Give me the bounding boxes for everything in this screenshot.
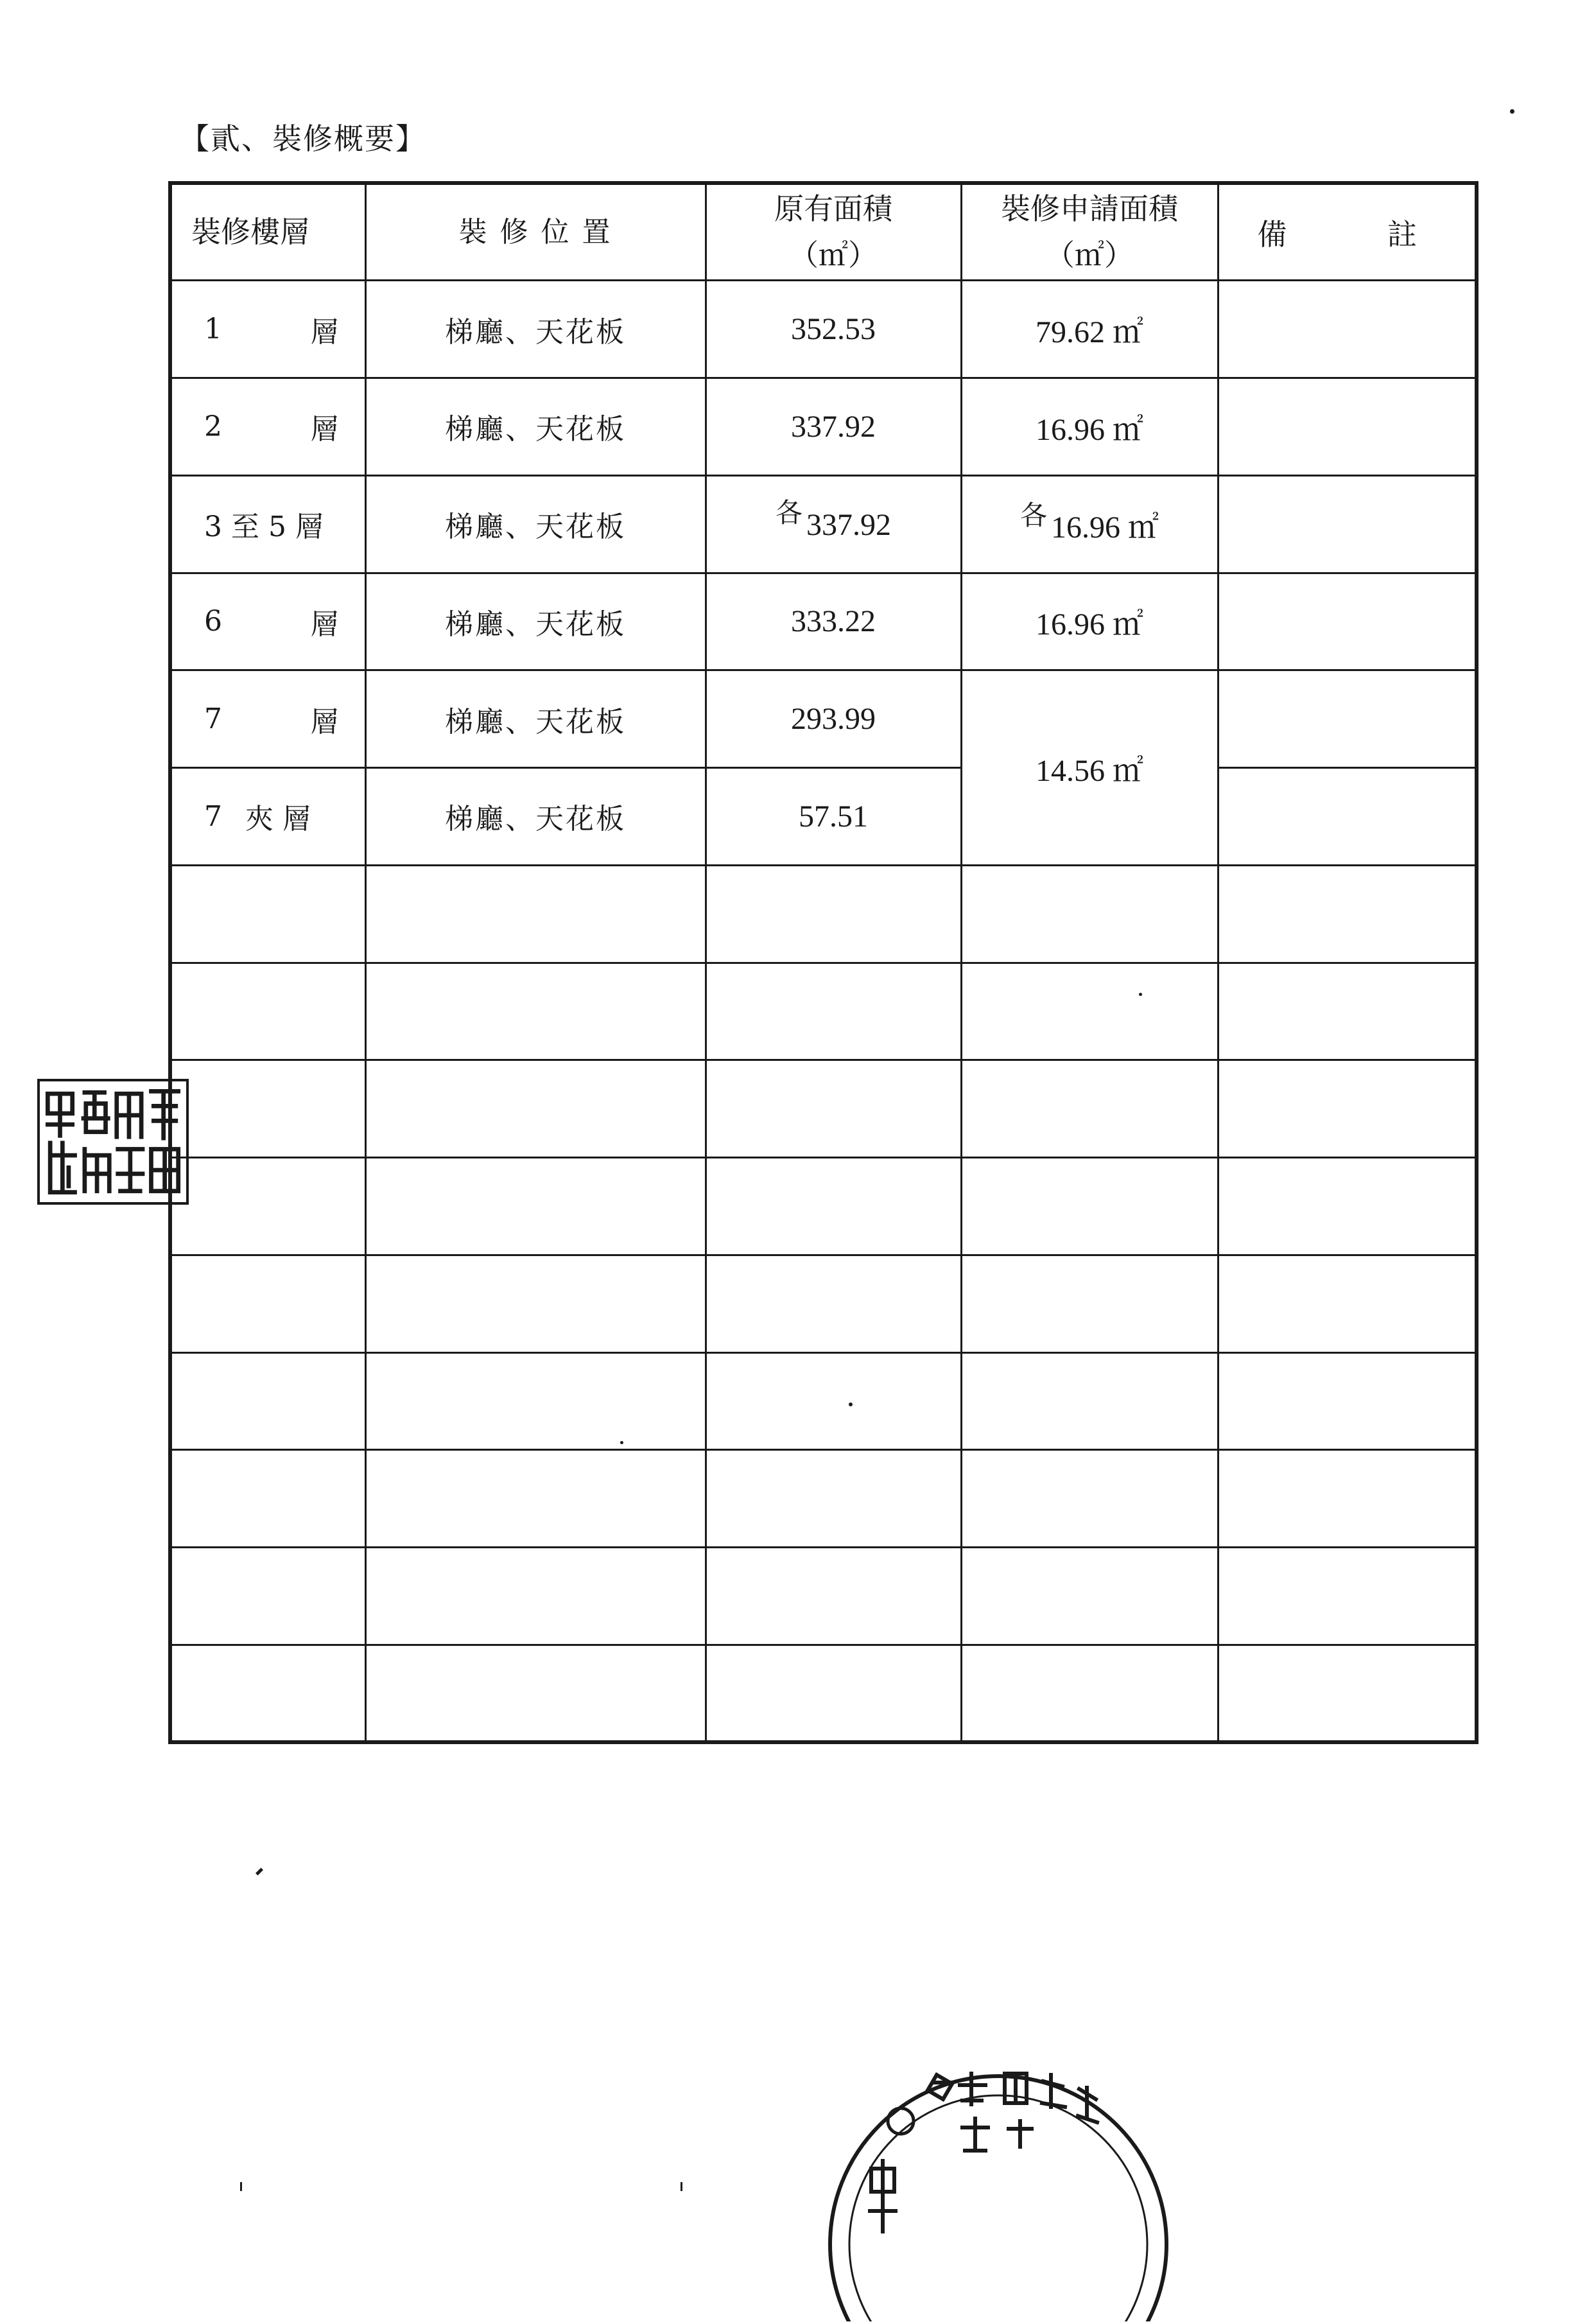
header-remarks-char-2: 註	[1387, 216, 1417, 252]
renovation-summary-table	[168, 181, 1479, 1744]
floor-suffix: 層	[310, 413, 339, 446]
header-location: 裝 修 位 置	[365, 183, 706, 281]
remarks-cell	[1218, 670, 1477, 768]
original-area-cell: 333.22	[706, 573, 961, 670]
table-row-empty	[170, 1645, 1477, 1742]
floor-suffix: 層	[310, 607, 339, 641]
floor-number: 1	[204, 313, 222, 346]
original-area-value: 337.92	[806, 508, 891, 543]
floor-cell	[170, 768, 365, 866]
floor-cell	[170, 475, 365, 573]
header-applied-area	[961, 183, 1218, 281]
each-prefix: 各	[1019, 501, 1047, 531]
round-seal-graphic	[825, 2052, 1172, 2321]
applied-area-value: 16.96 ㎡	[1051, 510, 1159, 545]
floor-number: 7	[204, 799, 222, 833]
remarks-cell	[1218, 768, 1477, 866]
table-row-empty	[170, 1158, 1477, 1255]
table-row-empty	[170, 963, 1477, 1060]
header-remarks	[1218, 183, 1477, 281]
table-row-empty	[170, 1352, 1477, 1450]
remarks-cell	[1218, 281, 1477, 378]
table-header-row	[170, 183, 1477, 281]
floor-suffix: 層	[310, 315, 339, 349]
scan-speck	[1139, 993, 1142, 996]
location-cell: 梯廳、天花板	[365, 670, 706, 768]
applied-area-cell: 79.62 ㎡	[961, 281, 1218, 378]
floor-number: 2	[204, 410, 222, 443]
floor-number: 7	[204, 703, 222, 736]
header-original-area	[706, 183, 961, 281]
original-area-cell	[706, 475, 961, 573]
location-cell: 梯廳、天花板	[365, 573, 706, 670]
table-row	[170, 378, 1477, 476]
original-area-cell: 337.92	[706, 378, 961, 476]
floor-cell	[170, 378, 365, 476]
table-row	[170, 281, 1477, 378]
scan-speck	[620, 1441, 623, 1444]
location-cell: 梯廳、天花板	[365, 475, 706, 573]
original-area-cell: 293.99	[706, 670, 961, 768]
floor-cell	[170, 281, 365, 378]
header-floor: 裝修樓層	[170, 183, 365, 281]
square-official-chop-icon	[37, 1079, 189, 1205]
original-area-cell: 352.53	[706, 281, 961, 378]
table-row	[170, 768, 1477, 866]
section-heading: 【貳、裝修概要】	[180, 121, 426, 156]
applied-area-cell: 16.96 ㎡	[961, 378, 1218, 476]
floor-cell	[170, 573, 365, 670]
table-row-empty	[170, 1548, 1477, 1645]
scan-speck	[240, 2182, 242, 2191]
location-cell: 梯廳、天花板	[365, 281, 706, 378]
table-row-empty	[170, 1255, 1477, 1352]
table-row-empty	[170, 1060, 1477, 1158]
header-applied-area-label: 裝修申請面積	[1001, 191, 1178, 227]
floor-number: 3 至 5 層	[204, 511, 324, 544]
floor-number: 6	[204, 605, 222, 638]
applied-area-cell: 16.96 ㎡	[961, 573, 1218, 670]
remarks-cell	[1218, 475, 1477, 573]
table-row	[170, 475, 1477, 573]
each-prefix: 各	[775, 499, 802, 529]
square-chop-glyphs	[40, 1081, 186, 1202]
applied-area-cell	[961, 475, 1218, 573]
floor-suffix: 夾 層	[245, 803, 311, 836]
scan-speck	[256, 1867, 263, 1875]
original-area-cell: 57.51	[706, 768, 961, 866]
scan-speck	[849, 1402, 853, 1406]
floor-cell	[170, 670, 365, 768]
header-remarks-char-1: 備	[1257, 216, 1287, 252]
table-row-empty	[170, 865, 1477, 963]
header-applied-area-unit: （㎡）	[1045, 237, 1134, 272]
location-cell: 梯廳、天花板	[365, 378, 706, 476]
table-row	[170, 670, 1477, 768]
remarks-cell	[1218, 573, 1477, 670]
table-row	[170, 573, 1477, 670]
scan-speck	[1510, 109, 1514, 114]
table-row-empty	[170, 1450, 1477, 1548]
round-official-seal-icon	[825, 2052, 1172, 2321]
floor-suffix: 層	[310, 705, 339, 738]
applied-area-cell-merged: 14.56 ㎡	[961, 670, 1218, 866]
location-cell: 梯廳、天花板	[365, 768, 706, 866]
header-original-area-label: 原有面積	[774, 191, 892, 227]
remarks-cell	[1218, 378, 1477, 476]
header-original-area-unit: （㎡）	[789, 237, 878, 272]
scan-speck	[681, 2182, 682, 2191]
